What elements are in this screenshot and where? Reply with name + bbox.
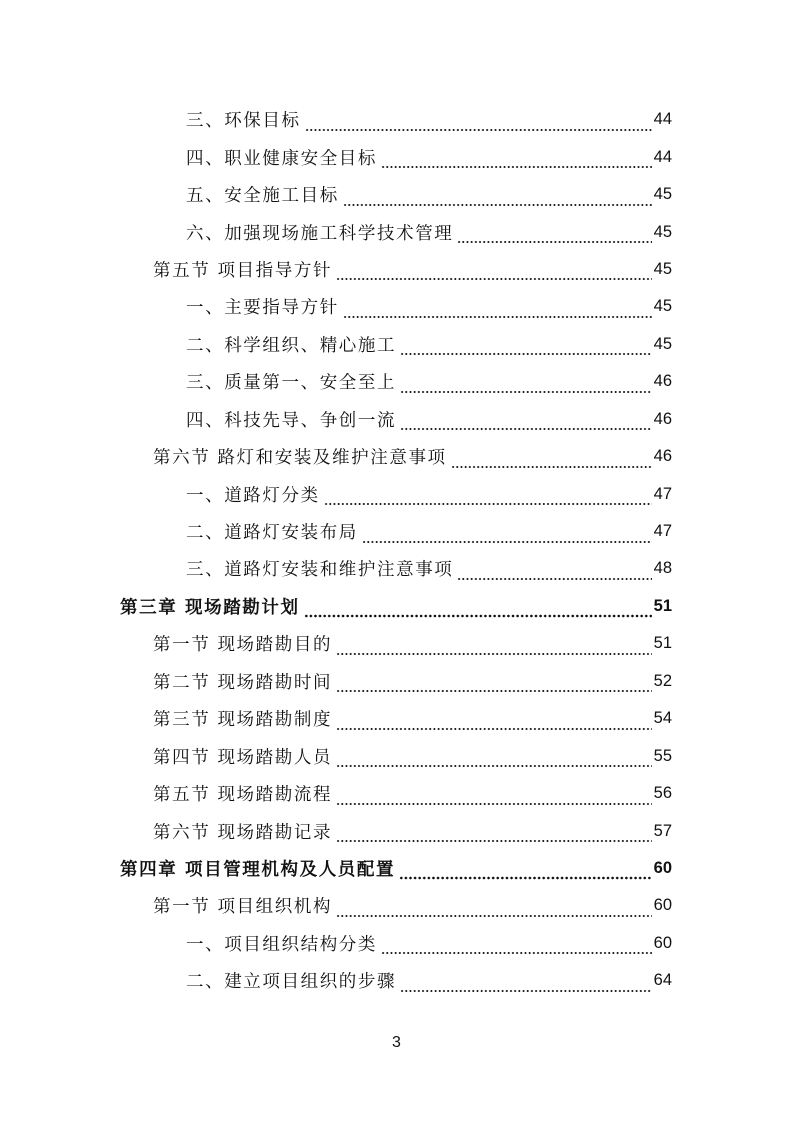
toc-entry-title: 三、环保目标 — [186, 107, 303, 132]
toc-entry-page-number: 45 — [653, 259, 672, 278]
toc-entry-item[interactable] — [186, 176, 672, 213]
toc-entry-title: 四、科技先导、争创一流 — [186, 407, 398, 432]
toc-entry-title: 第四节 现场踏勘人员 — [153, 744, 334, 769]
dot-leader — [451, 451, 652, 469]
toc-entry-page-number: 57 — [653, 821, 672, 840]
toc-entry-section[interactable] — [153, 887, 672, 924]
toc-entry-title: 一、主要指导方针 — [186, 294, 341, 319]
toc-entry-title: 第六节 现场踏勘记录 — [153, 819, 334, 844]
toc-entry-title: 第三章 现场踏勘计划 — [120, 594, 302, 619]
toc-entry-title: 六、加强现场施工科学技术管理 — [186, 220, 455, 245]
toc-entry-page-number: 60 — [653, 933, 672, 952]
toc-entry-item[interactable] — [186, 213, 672, 250]
dot-leader — [336, 638, 652, 656]
toc-entry-chapter[interactable] — [120, 850, 672, 887]
dot-leader — [304, 600, 652, 618]
toc-entry-page-number: 54 — [653, 709, 672, 728]
toc-entry-title: 二、科学组织、精心施工 — [186, 332, 398, 357]
dot-leader — [336, 825, 652, 843]
toc-entry-page-number: 44 — [653, 110, 672, 129]
toc-entry-section[interactable] — [153, 775, 672, 812]
toc-entry-title: 三、道路灯安装和维护注意事项 — [186, 556, 455, 581]
toc-entry-page-number: 45 — [653, 185, 672, 204]
toc-entry-page-number: 48 — [653, 559, 672, 578]
toc-entry-page-number: 60 — [653, 858, 672, 877]
toc-entry-chapter[interactable] — [120, 588, 672, 625]
dot-leader — [336, 263, 652, 281]
toc-entry-item[interactable] — [186, 401, 672, 438]
dot-leader — [336, 713, 652, 731]
toc-entry-item[interactable] — [186, 550, 672, 587]
toc-entry-page-number: 51 — [653, 634, 672, 653]
toc-entry-page-number: 47 — [653, 484, 672, 503]
dot-leader — [336, 750, 652, 768]
dot-leader — [343, 301, 652, 319]
table-of-contents — [0, 101, 793, 1000]
toc-entry-section[interactable] — [153, 812, 672, 849]
toc-entry-title: 一、道路灯分类 — [186, 482, 322, 507]
dot-leader — [336, 900, 652, 918]
dot-leader — [381, 151, 652, 169]
toc-entry-page-number: 44 — [653, 147, 672, 166]
toc-entry-page-number: 46 — [653, 372, 672, 391]
dot-leader — [400, 338, 652, 356]
toc-entry-title: 第三节 现场踏勘制度 — [153, 706, 334, 731]
toc-entry-title: 五、安全施工目标 — [186, 182, 341, 207]
dot-leader — [336, 675, 652, 693]
toc-entry-section[interactable] — [153, 700, 672, 737]
toc-entry-page-number: 47 — [653, 522, 672, 541]
toc-entry-item[interactable] — [186, 138, 672, 175]
toc-entry-page-number: 56 — [653, 784, 672, 803]
toc-entry-item[interactable] — [186, 475, 672, 512]
toc-entry-title: 三、质量第一、安全至上 — [186, 369, 398, 394]
toc-entry-title: 第五节 现场踏勘流程 — [153, 781, 334, 806]
toc-entry-page-number: 64 — [653, 971, 672, 990]
toc-entry-page-number: 52 — [653, 671, 672, 690]
toc-entry-page-number: 45 — [653, 297, 672, 316]
toc-entry-page-number: 45 — [653, 222, 672, 241]
dot-leader — [457, 226, 651, 244]
toc-entry-title: 第一节 现场踏勘目的 — [153, 631, 334, 656]
toc-entry-page-number: 45 — [653, 334, 672, 353]
toc-entry-title: 四、职业健康安全目标 — [186, 145, 379, 170]
toc-entry-section[interactable] — [153, 251, 672, 288]
toc-entry-section[interactable] — [153, 737, 672, 774]
dot-leader — [343, 189, 652, 207]
dot-leader — [305, 114, 652, 132]
toc-entry-page-number: 60 — [653, 896, 672, 915]
dot-leader — [381, 937, 652, 955]
toc-entry-section[interactable] — [153, 663, 672, 700]
toc-entry-title: 第一节 项目组织机构 — [153, 893, 334, 918]
dot-leader — [400, 413, 652, 431]
toc-entry-item[interactable] — [186, 962, 672, 999]
toc-entry-title: 第五节 项目指导方针 — [153, 257, 334, 282]
toc-entry-item[interactable] — [186, 513, 672, 550]
toc-entry-section[interactable] — [153, 438, 672, 475]
toc-entry-item[interactable] — [186, 288, 672, 325]
toc-entry-page-number: 55 — [653, 746, 672, 765]
toc-entry-title: 二、道路灯安装布局 — [186, 519, 360, 544]
dot-leader — [400, 975, 652, 993]
toc-entry-title: 第六节 路灯和安装及维护注意事项 — [153, 444, 449, 469]
dot-leader — [400, 376, 652, 394]
dot-leader — [362, 526, 652, 544]
dot-leader — [324, 488, 652, 506]
dot-leader — [399, 862, 652, 880]
dot-leader — [457, 563, 651, 581]
toc-entry-page-number: 46 — [653, 409, 672, 428]
toc-entry-section[interactable] — [153, 625, 672, 662]
toc-entry-title: 第二节 现场踏勘时间 — [153, 669, 334, 694]
toc-entry-item[interactable] — [186, 326, 672, 363]
toc-entry-item[interactable] — [186, 101, 672, 138]
dot-leader — [336, 788, 652, 806]
toc-entry-item[interactable] — [186, 925, 672, 962]
toc-entry-title: 第四章 项目管理机构及人员配置 — [120, 856, 397, 881]
toc-entry-item[interactable] — [186, 363, 672, 400]
footer-page-number: 3 — [392, 1034, 401, 1051]
toc-entry-page-number: 51 — [653, 596, 672, 615]
toc-entry-title: 二、建立项目组织的步骤 — [186, 968, 398, 993]
toc-entry-title: 一、项目组织结构分类 — [186, 931, 379, 956]
toc-entry-page-number: 46 — [653, 447, 672, 466]
